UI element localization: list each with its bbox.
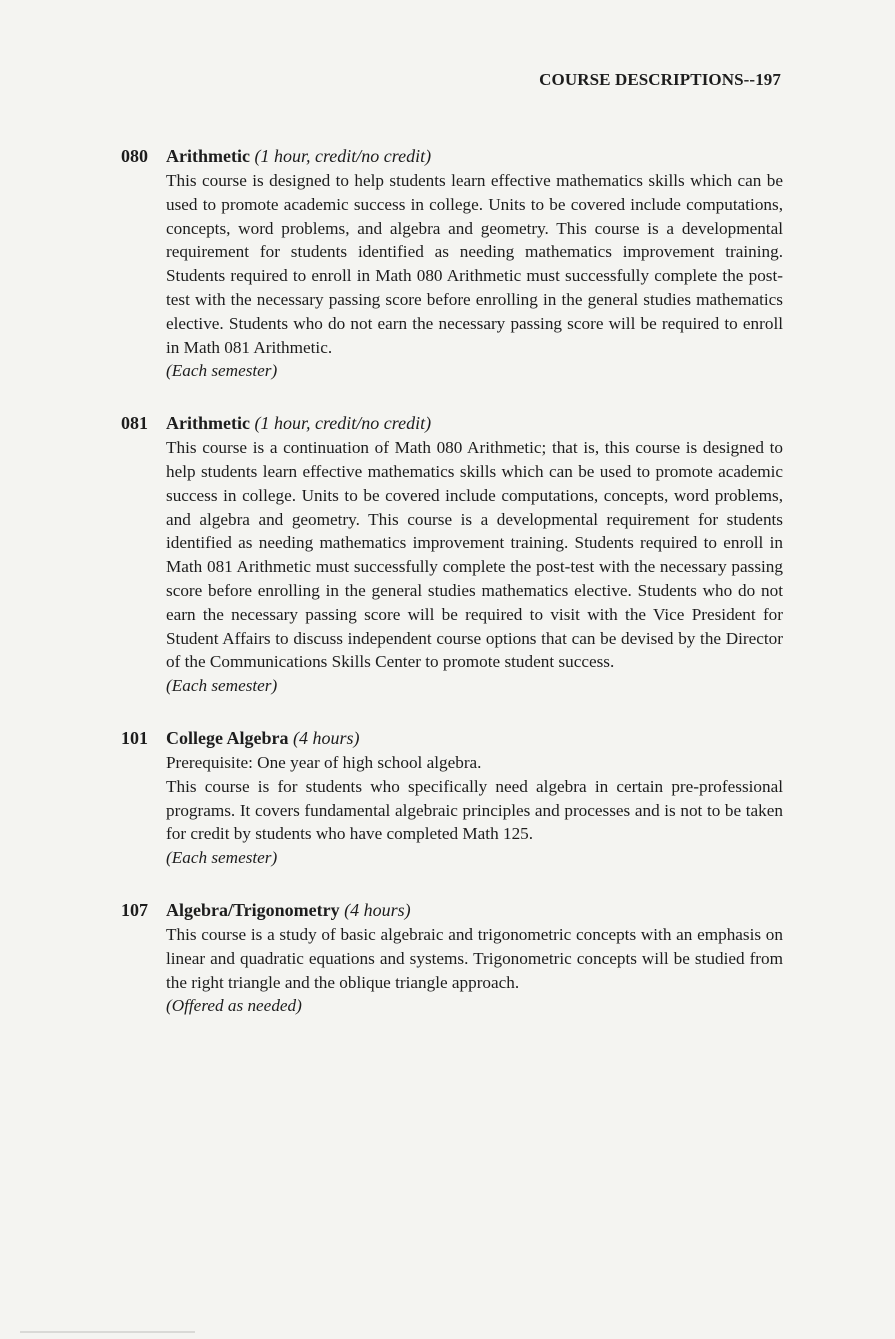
course-list [121,144,783,1046]
course-offered: (Each semester) [166,848,278,868]
course-credit: (4 hours) [344,899,411,920]
course-description: This course is a continuation of Math 080 Arithmetic; that is, this course is designed to help students learn effective mathematics skills which can be used to promote academic success in college. Units to be covered include computations, concepts, word problems, and algebra and geometry. This course is a developmental requirement for students identified as needing mathematics improvement training. Students required to enroll in Math 081 Arithmetic must successfully complete the post-test with the necessary passing score before enrolling in the general studies mathematics elective. Students who do not earn the necessary passing score will be required to visit with the Vice President for Student Affairs to discuss independent course options that can be devised by the Director of the Communications Skills Center to promote student success. [166,438,783,672]
course-entry-107 [121,898,783,1018]
course-entry-101 [121,726,783,870]
course-body [166,436,783,698]
course-offered: (Offered as needed) [166,996,302,1016]
course-offered: (Each semester) [166,676,278,696]
course-credit: (1 hour, credit/no credit) [254,413,432,434]
course-entry-081 [121,411,783,698]
course-title: Arithmetic [166,413,250,434]
course-number: 101 [121,727,148,748]
course-entry-080 [121,144,783,383]
course-description: This course is designed to help students learn effective mathematics skills which can be used to promote academic success in college. Units to be covered include computations, concepts, word problems, and algebra and geometry. This course is a developmental requirement for students identified as needing mathematics improvement training. Students required to enroll in Math 080 Arithmetic must successfully complete the post-test with the necessary passing score before enrolling in the general studies mathematics elective. Students who do not earn the necessary passing score will be required to enroll in Math 081 Arithmetic. [166,171,783,357]
course-number: 080 [121,146,148,166]
course-number: 081 [121,413,148,434]
page-header: COURSE DESCRIPTIONS--197 [539,70,781,89]
course-title: Arithmetic [166,146,250,166]
course-heading [121,726,783,751]
course-credit: (1 hour, credit/no credit) [254,146,432,166]
course-description: This course is a study of basic algebraic and trigonometric concepts with an emphasis on linear and quadratic equations and systems. Trigonometric concepts will be studied from the right triangle and the oblique triangle approach. [166,924,783,992]
scan-edge-mark [20,1331,195,1333]
course-body [166,751,783,870]
course-title: College Algebra [166,727,289,748]
course-number: 107 [121,899,148,920]
course-body [166,923,783,1018]
course-description: This course is for students who specifically need algebra in certain pre-professional programs. It covers fundamental algebraic principles and processes and is not to be taken for credit by students who have completed Math 125. [166,776,783,844]
course-heading [121,411,783,436]
course-title: Algebra/Trigonometry [166,899,340,920]
course-credit: (4 hours) [292,727,360,748]
course-offered: (Each semester) [166,361,278,381]
course-prerequisite: Prerequisite: One year of high school algebra. [166,752,482,772]
course-body [166,169,783,383]
course-heading [121,898,783,923]
course-heading [121,144,783,169]
